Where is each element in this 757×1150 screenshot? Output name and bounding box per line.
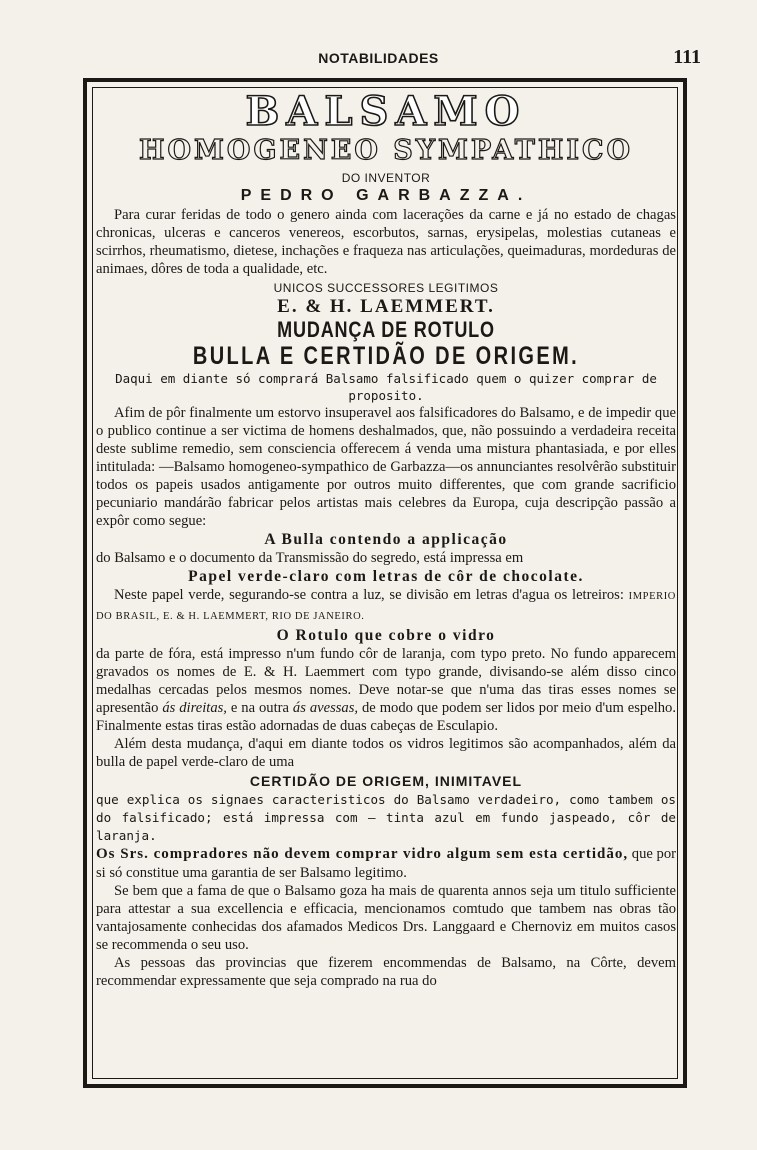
- afim-paragraph: Afim de pôr finalmente um estorvo insuperavel aos falsificadores do Balsamo, e de impedir que o publico continue a ser victima de homens deshalmados, que, não possuindo a verdadeira receita deste sublime remedio, sem consciencia offerecem á venda uma mistura phantasiada, e por elles intitulada: —Balsamo homogeneo-sympathico de Garbazza—os annunciantes resolvêrão substituir todos os papeis usados antigamente por outros muito differentes, que com grande sacrificio pecuniario mandárão fabricar pelos artistas mais celebres da Europa, cuja descripção passão a expôr como segue:: [96, 405, 676, 529]
- advertisement-body: [96, 90, 676, 1080]
- page-number: 111: [673, 46, 701, 68]
- rotulo-paragraph: [96, 645, 676, 735]
- neste-caps: IMPERIO DO BRASIL, E. & H. LAEMMERT, RIO DE JANEIRO.: [96, 591, 676, 622]
- warning-text: Daqui em diante só comprará Balsamo falsificado quem o quizer comprar de proposito.: [115, 371, 657, 403]
- papel-line: Papel verde-claro com letras de côr de chocolate.: [188, 568, 584, 585]
- rotulo-italic-2: ás avessas,: [292, 700, 359, 716]
- neste-paragraph: [96, 586, 676, 626]
- ad-subtitle: HOMOGENEO SYMPATHICO: [139, 135, 633, 166]
- successors-label: UNICOS SUCCESSORES LEGITIMOS: [273, 281, 499, 295]
- certidao-text: que explica os signaes caracteristicos do Balsamo verdadeiro, como tambem os do falsificado; está impressa com — tinta azul em fundo jaspeado, côr de laranja.: [96, 792, 676, 843]
- do-inventor-label: DO INVENTOR: [341, 171, 431, 185]
- running-head: NOTABILIDADES: [318, 50, 439, 66]
- srs-bold: Os Srs. compradores não devem comprar vidro algum sem esta certidão,: [96, 846, 629, 862]
- bulla-heading: A Bulla contendo a applicação: [264, 531, 508, 548]
- rotulo-heading: O Rotulo que cobre o vidro: [276, 627, 496, 644]
- se-bem-paragraph: Se bem que a fama de que o Balsamo goza ha mais de quarenta annos seja um titulo sufficiente para attestar a sua excellencia e efficacia, mencionamos comtudo que tambem nas obras tão vantajosamente conhecidas dos afamados Medicos Drs. Langgaard e Chernoviz em muitos casos se recommenda o seu uso.: [96, 883, 676, 953]
- certidao-heading: CERTIDÃO DE ORIGEM, INIMITAVEL: [249, 773, 523, 789]
- rotulo-text-2: e na outra: [230, 700, 289, 716]
- neste-text: Neste papel verde, segurando-se contra a luz, se divisão em letras d'agua os letreiros:: [114, 587, 624, 603]
- bulla-text: do Balsamo e o documento da Transmissão do segredo, está impressa em: [96, 550, 524, 566]
- srs-paragraph: [96, 845, 676, 882]
- alem-paragraph: Além desta mudança, d'aqui em diante todos os vidros legitimos são acompanhados, além da bulla de papel verde-claro de uma: [96, 736, 676, 770]
- inventor-name: PEDRO GARBAZZA.: [240, 187, 532, 204]
- successors-name: E. & H. LAEMMERT.: [277, 296, 495, 317]
- ad-title: BALSAMO: [245, 90, 527, 135]
- intro-paragraph: Para curar feridas de todo o genero ainda com lacerações da carne e já no estado de chagas chronicas, ulceras e canceros venereos, escorbutos, sarnas, erysipelas, molestias cutaneas e scirrhos, rheumatismo, dietese, inchações e fraqueza nas articulações, queimaduras, mordeduras de animaes, dôres de toda a qualidade, etc.: [96, 207, 676, 277]
- rotulo-italic-1: ás direitas,: [162, 700, 227, 716]
- srs-text: que por si só constitue uma garantia de ser Balsamo legitimo.: [96, 846, 676, 881]
- rotulo-text-3: de modo que podem ser lidos por meio d'um espelho. Finalmente estas tiras estão adornadas de duas cabeças de Esculapio.: [96, 700, 676, 734]
- page-header: [0, 48, 757, 72]
- pessoas-paragraph: As pessoas das provincias que fizerem encommendas de Balsamo, na Côrte, devem recommendar expressamente que seja comprado na rua do: [96, 955, 676, 989]
- rotulo-text-1: da parte de fóra, está impresso n'um fundo côr de laranja, com typo preto. No fundo apparecem gravados os nomes de E. & H. Laemmert com typo grande, divisando-se além disso cinco medalhas cercadas pelos mesmos nomes. Deve notar-se que n'uma das tiras esses nomes se apresentão: [96, 646, 676, 716]
- bulla-certidao-heading: BULLA E CERTIDÃO DE ORIGEM.: [192, 342, 580, 370]
- mudanca-heading: MUDANÇA DE ROTULO: [277, 317, 495, 342]
